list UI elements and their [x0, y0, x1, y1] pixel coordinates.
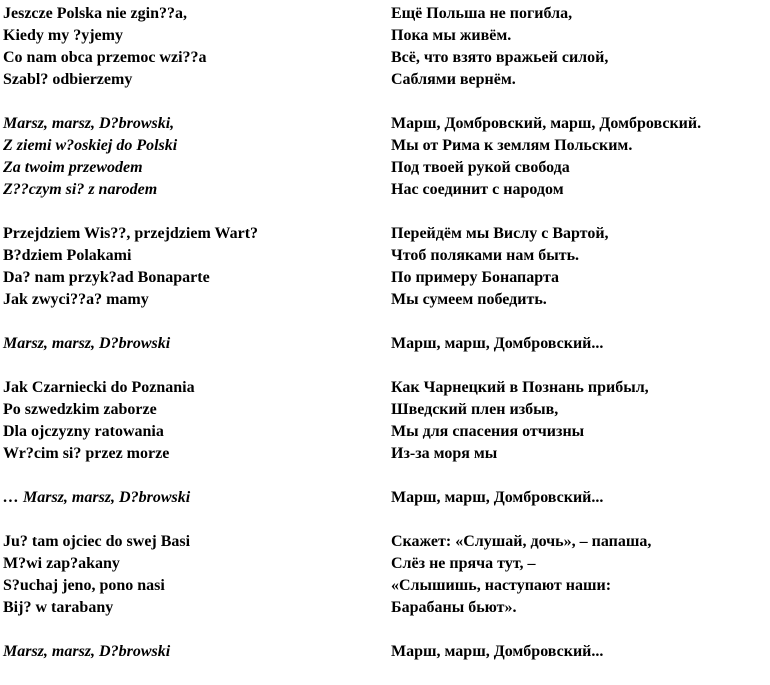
polish-lyric-line: S?uchaj jeno, pono nasi [3, 577, 165, 594]
polish-stanza [3, 641, 373, 663]
polish-lyric-line: Marsz, marsz, D?browski [3, 335, 171, 352]
russian-lyric-line: Марш, марш, Домбровский... [391, 643, 604, 660]
russian-stanza [391, 377, 767, 465]
russian-lyric-line: Мы сумеем победить. [391, 291, 547, 308]
russian-stanza [391, 223, 767, 311]
russian-stanza [391, 113, 767, 201]
polish-lyric-line: Dla ojczyzny ratowania [3, 423, 164, 440]
polish-lyric-line: Da? nam przyk?ad Bonaparte [3, 269, 210, 286]
russian-lyric-line: Чтоб поляками нам быть. [391, 247, 580, 264]
polish-lyric-line: Bij? w tarabany [3, 599, 114, 616]
polish-lyric-line: Wr?cim si? przez morze [3, 445, 170, 462]
russian-lyric-line: Барабаны бьют». [391, 599, 517, 616]
polish-lyric-line: M?wi zap?akany [3, 555, 120, 572]
polish-lyric-line: Szabl? odbierzemy [3, 71, 133, 88]
polish-lyric-line: Marsz, marsz, D?browski, [3, 115, 175, 132]
russian-lyric-line: Ещё Польша не погибла, [391, 5, 573, 22]
russian-lyric-line: «Слышишь, наступают наши: [391, 577, 612, 594]
polish-lyric-line: Przejdziem Wis??, przejdziem Wart? [3, 225, 259, 242]
polish-stanza [3, 531, 373, 619]
russian-lyric-line: Как Чарнецкий в Познань прибыл, [391, 379, 649, 396]
russian-lyric-line: Под твоей рукой свобода [391, 159, 570, 176]
russian-stanza [391, 487, 767, 509]
polish-lyric-line: Za twoim przewodem [3, 159, 143, 176]
polish-lyrics-column [3, 3, 373, 685]
russian-lyric-line: Перейдём мы Вислу с Вартой, [391, 225, 609, 242]
russian-lyric-line: Нас соединит с народом [391, 181, 564, 198]
polish-lyric-line: Co nam obca przemoc wzi??a [3, 49, 207, 66]
polish-stanza [3, 487, 373, 509]
russian-lyric-line: Пока мы живём. [391, 27, 512, 44]
polish-lyric-line: B?dziem Polakami [3, 247, 132, 264]
russian-lyric-line: Мы для спасения отчизны [391, 423, 585, 440]
russian-lyric-line: Всё, что взято вражьей силой, [391, 49, 609, 66]
russian-lyric-line: По примеру Бонапарта [391, 269, 560, 286]
polish-lyric-line: Marsz, marsz, D?browski [3, 643, 171, 660]
russian-stanza [391, 333, 767, 355]
russian-lyrics-column [391, 3, 767, 685]
russian-lyric-line: Саблями вернём. [391, 71, 516, 88]
polish-stanza [3, 333, 373, 355]
polish-stanza [3, 113, 373, 201]
russian-lyric-line: Марш, марш, Домбровский... [391, 335, 604, 352]
polish-lyric-line: Ju? tam ojciec do swej Basi [3, 533, 191, 550]
polish-lyric-line: … Marsz, marsz, D?browski [3, 489, 191, 506]
polish-lyric-line: Z??czym si? z narodem [3, 181, 158, 198]
russian-stanza [391, 641, 767, 663]
russian-lyric-line: Марш, марш, Домбровский... [391, 489, 604, 506]
polish-lyric-line: Jeszcze Polska nie zgin??a, [3, 5, 187, 22]
russian-lyric-line: Слёз не пряча тут, – [391, 555, 536, 572]
polish-lyric-line: Kiedy my ?yjemy [3, 27, 123, 44]
polish-stanza [3, 223, 373, 311]
russian-lyric-line: Скажет: «Слушай, дочь», – папаша, [391, 533, 652, 550]
russian-lyric-line: Марш, Домбровский, марш, Домбровский. [391, 115, 702, 132]
polish-lyric-line: Jak Czarniecki do Poznania [3, 379, 195, 396]
polish-stanza [3, 3, 373, 91]
russian-lyric-line: Мы от Рима к землям Польским. [391, 137, 633, 154]
russian-stanza [391, 531, 767, 619]
polish-lyric-line: Jak zwyci??a? mamy [3, 291, 149, 308]
russian-stanza [391, 3, 767, 91]
polish-lyric-line: Po szwedzkim zaborze [3, 401, 157, 418]
russian-lyric-line: Из-за моря мы [391, 445, 498, 462]
russian-lyric-line: Шведский плен избыв, [391, 401, 559, 418]
polish-stanza [3, 377, 373, 465]
polish-lyric-line: Z ziemi w?oskiej do Polski [3, 137, 178, 154]
